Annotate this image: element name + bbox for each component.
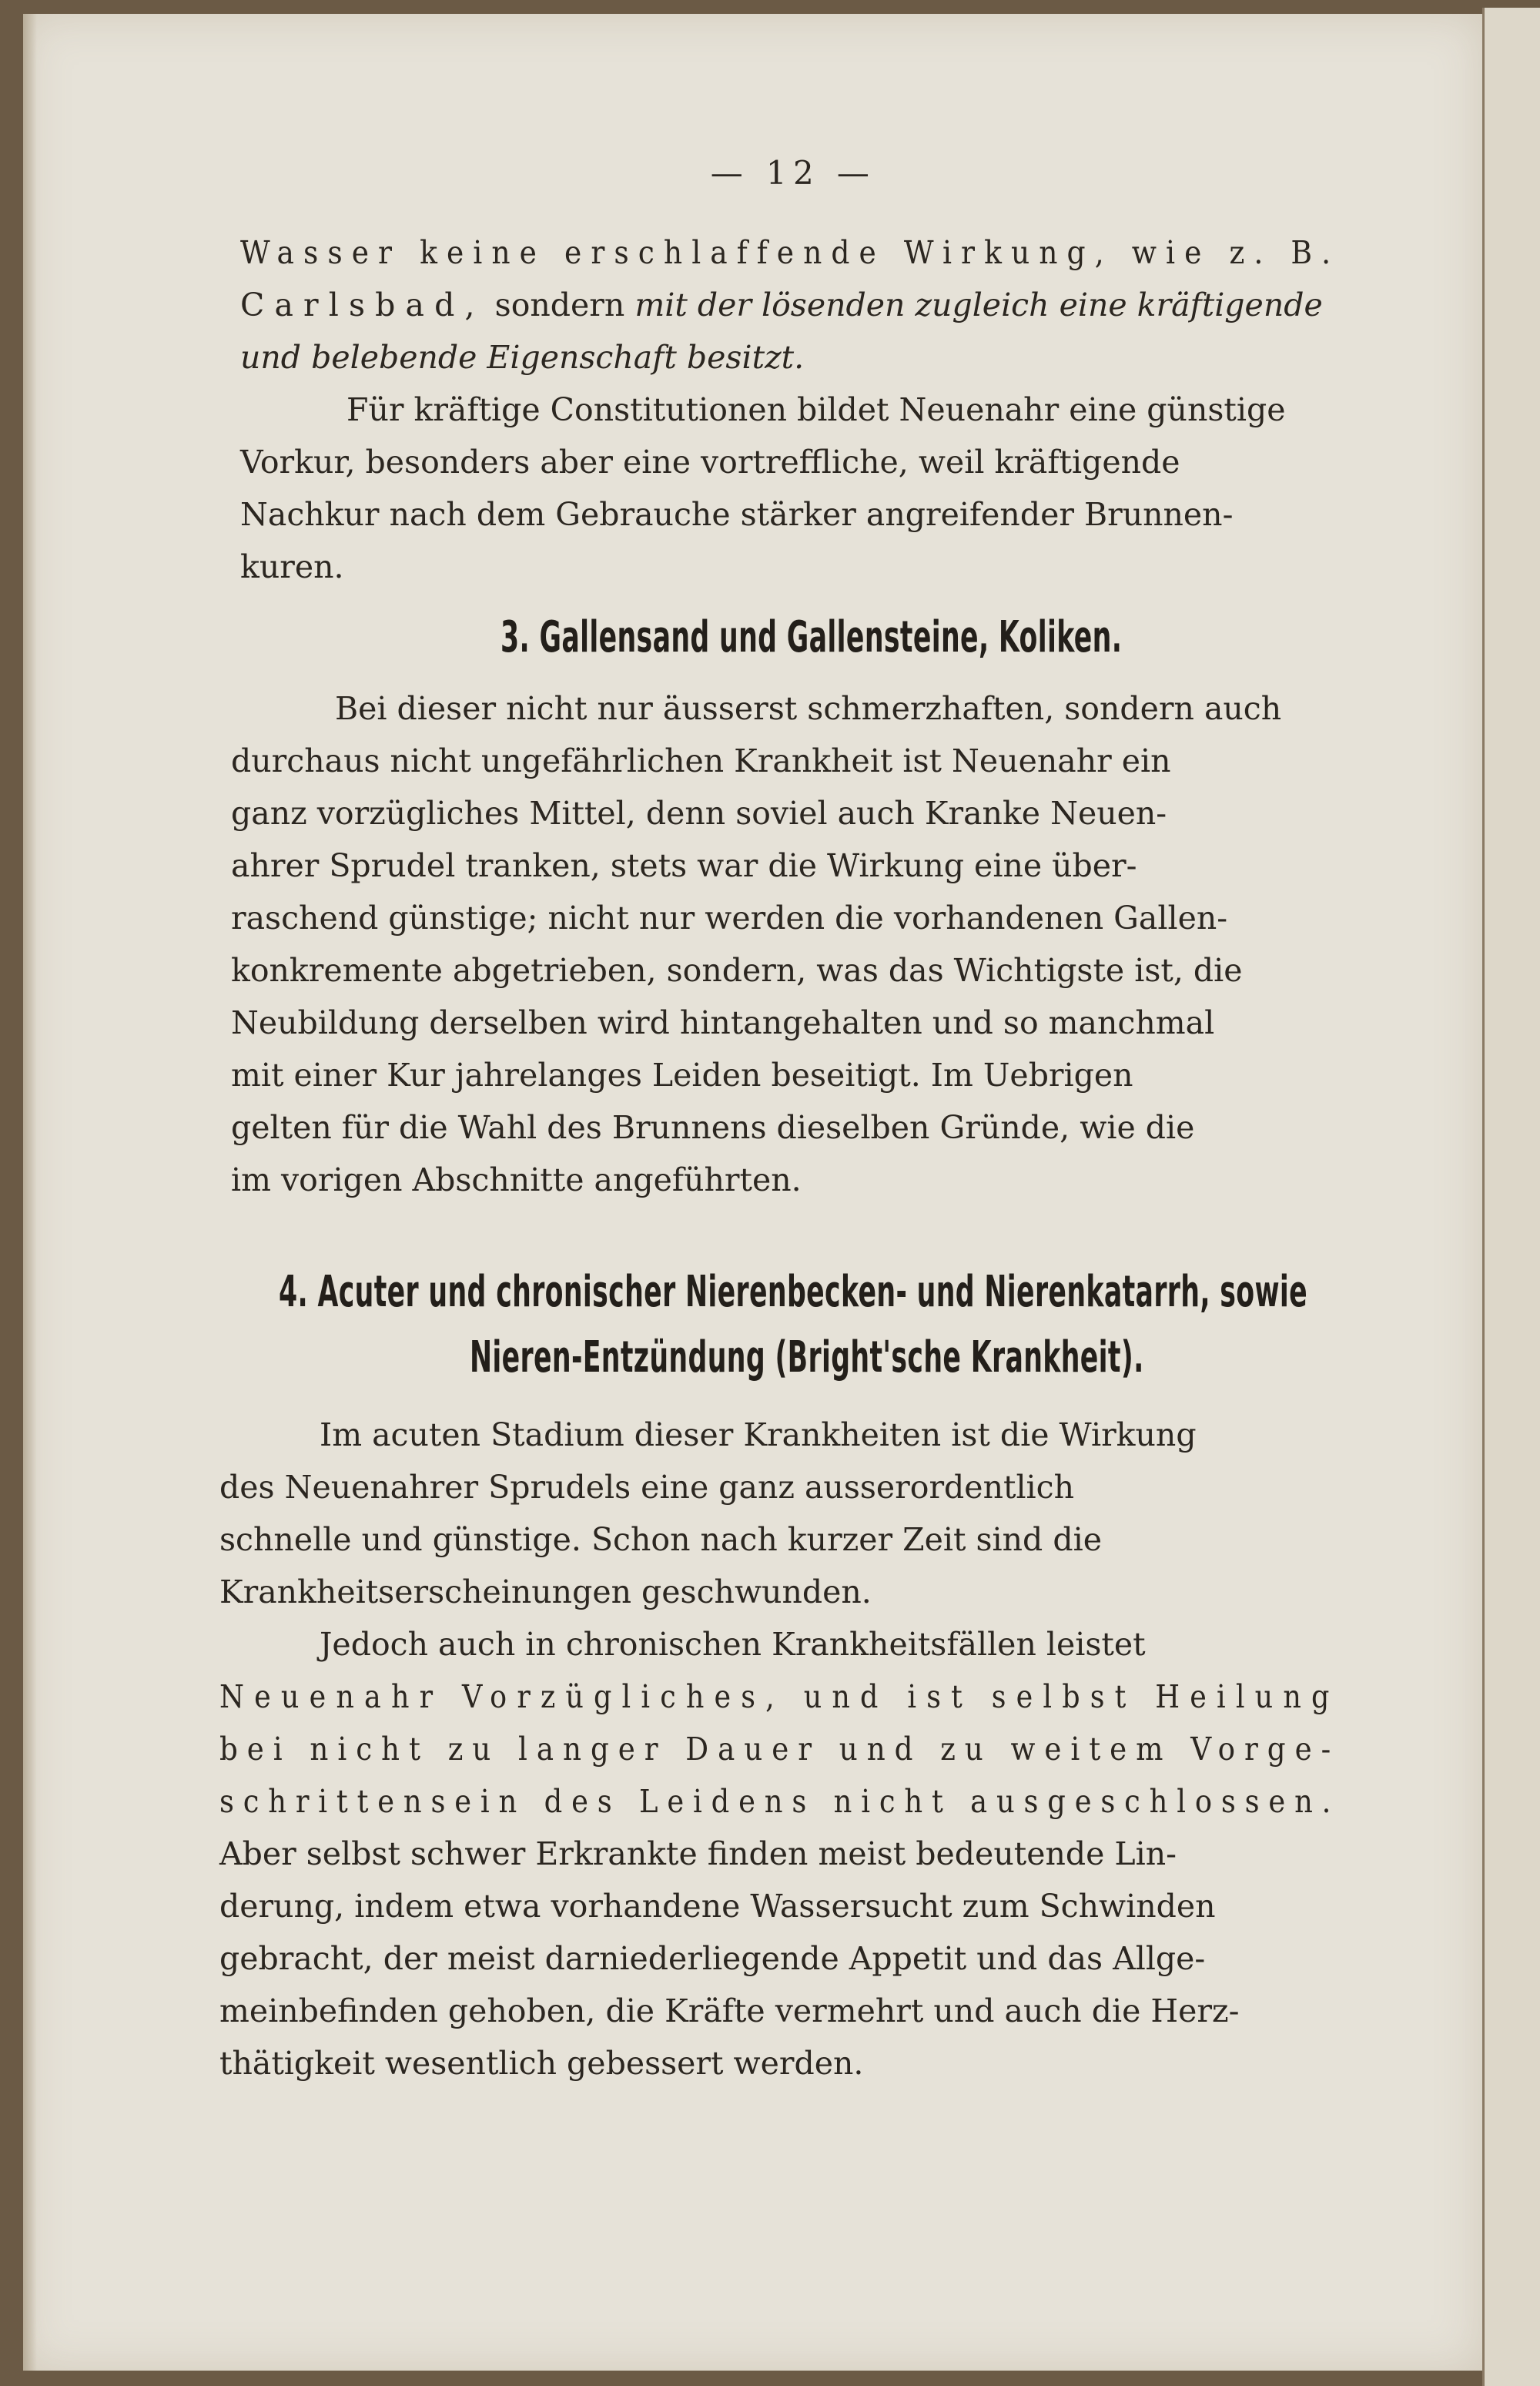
section-heading-3: 3. Gallensand und Gallensteine, Koliken. — [500, 612, 1123, 662]
italic-span: mit der lösenden zugleich eine kräftigende — [634, 287, 1323, 323]
text-line: schrittensein des Leidens nicht ausgeschlossen. — [219, 1783, 1341, 1820]
text-line: mit einer Kur jahrelanges Leiden beseitigt. Im Uebrigen — [231, 1057, 1133, 1094]
text-line: Wasser keine erschlaffende Wirkung, wie z. B. — [240, 234, 1341, 271]
text-line: thätigkeit wesentlich gebessert werden. — [219, 2045, 864, 2082]
text-line: konkremente abgetrieben, sondern, was das Wichtigste ist, die — [231, 952, 1243, 989]
text-line: meinbefinden gehoben, die Kräfte vermehrt und auch die Herz- — [219, 1992, 1240, 2029]
text-line: des Neuenahrer Sprudels eine ganz ausserordentlich — [219, 1469, 1075, 1506]
text-line: kuren. — [240, 548, 344, 585]
section-heading-4-line1: 4. Acuter und chronischer Nierenbecken- und Nierenkatarrh, sowie — [279, 1267, 1308, 1317]
text-line: Bei dieser nicht nur äusserst schmerzhaften, sondern auch — [335, 690, 1282, 727]
text-line: gebracht, der meist darniederliegende Appetit und das Allge- — [219, 1940, 1206, 1977]
text-line: raschend günstige; nicht nur werden die vorhandenen Gallen- — [231, 900, 1228, 937]
text-line: und belebende Eigenschaft besitzt. — [240, 339, 805, 376]
text-line: Im acuten Stadium dieser Krankheiten ist die Wirkung — [320, 1416, 1197, 1453]
page-number: — 12 — — [710, 154, 876, 192]
text-span: sondern — [484, 287, 635, 323]
section-heading-4-line2: Nieren-Entzündung (Bright'sche Krankheit). — [470, 1332, 1144, 1382]
text-line: bei nicht zu langer Dauer und zu weitem Vorge- — [219, 1731, 1341, 1768]
text-line: durchaus nicht ungefährlichen Krankheit ist Neuenahr ein — [231, 742, 1171, 779]
text-line: Nachkur nach dem Gebrauche stärker angreifender Brunnen- — [240, 496, 1234, 533]
text-line: Aber selbst schwer Erkrankte finden meist bedeutende Lin- — [219, 1835, 1177, 1872]
text-line: Krankheitserscheinungen geschwunden. — [219, 1573, 872, 1610]
text-line: schnelle und günstige. Schon nach kurzer Zeit sind die — [219, 1521, 1102, 1558]
spaced-word: Carlsbad, — [240, 287, 485, 323]
text-line — [240, 287, 1323, 323]
text-line: Vorkur, besonders aber eine vortreffliche, weil kräftigende — [240, 444, 1180, 481]
text-line: Für kräftige Constitutionen bildet Neuenahr eine günstige — [346, 391, 1286, 428]
text-line: im vorigen Abschnitte angeführten. — [231, 1161, 802, 1198]
text-line: Jedoch auch in chronischen Krankheitsfällen leistet — [320, 1626, 1146, 1663]
text-line: Neubildung derselben wird hintangehalten und so manchmal — [231, 1004, 1215, 1041]
text-line: Neuenahr Vorzügliches, und ist selbst Heilung — [219, 1678, 1340, 1715]
text-line: derung, indem etwa vorhandene Wassersucht zum Schwinden — [219, 1888, 1216, 1925]
text-line: ganz vorzügliches Mittel, denn soviel auch Kranke Neuen- — [231, 795, 1167, 832]
text-line: gelten für die Wahl des Brunnens dieselben Gründe, wie die — [231, 1109, 1195, 1146]
text-line: ahrer Sprudel tranken, stets war die Wirkung eine über- — [231, 847, 1137, 884]
